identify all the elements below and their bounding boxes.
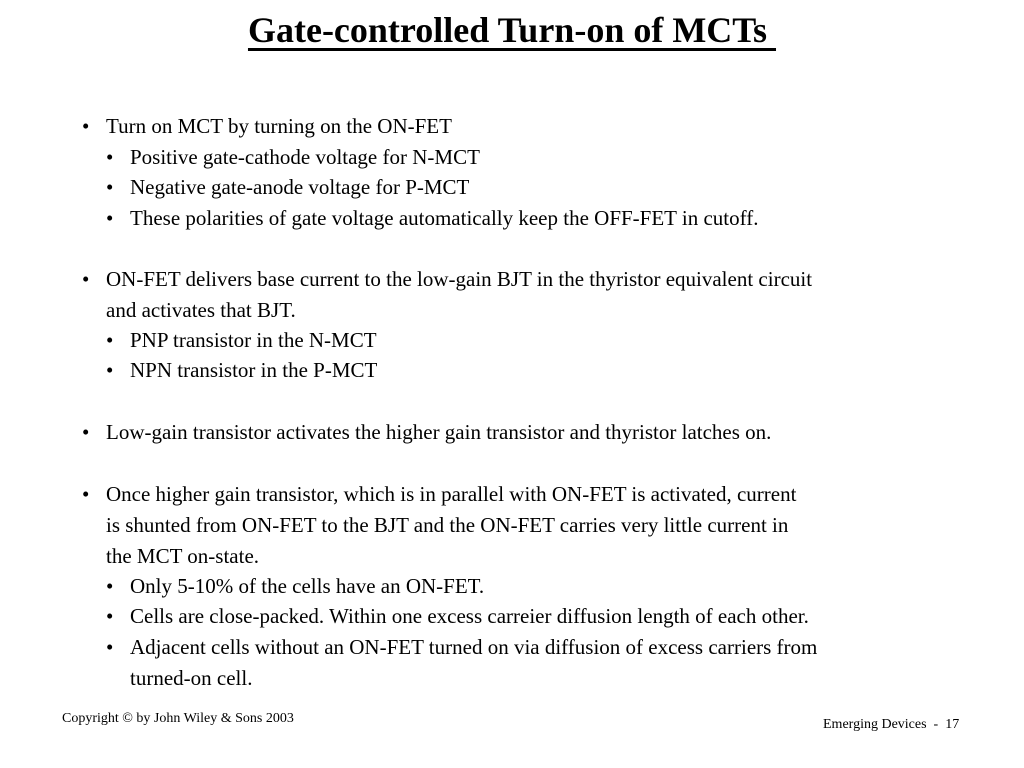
subbullet-npn-transistor (106, 355, 377, 386)
subbullet-adjacent-cells (106, 632, 817, 694)
subbullet-gate-polarities (106, 203, 758, 234)
footer-copyright: Copyright © by John Wiley & Sons 2003 (62, 711, 294, 726)
bullet-dot: • (82, 267, 90, 291)
bullet-dot: • (82, 420, 90, 444)
bullet-text-line-2: turned-on cell. (130, 666, 253, 690)
bullet-low-gain-transistor (82, 417, 771, 448)
bullet-text: Positive gate-cathode voltage for N-MCT (130, 145, 480, 169)
bullet-dot: • (82, 114, 90, 138)
bullet-dot: • (106, 328, 114, 352)
bullet-dot: • (106, 145, 114, 169)
bullet-text-line-1: Adjacent cells without an ON-FET turned on via diffusion of excess carriers from (130, 635, 818, 659)
bullet-text: Turn on MCT by turning on the ON-FET (106, 114, 452, 138)
bullet-text: Cells are close-packed. Within one excess carreier diffusion length of each other. (130, 604, 809, 628)
bullet-dot: • (106, 358, 114, 382)
bullet-dot: • (106, 574, 114, 598)
bullet-dot: • (106, 604, 114, 628)
bullet-turn-on-mct (82, 111, 452, 142)
subbullet-positive-gate-cathode (106, 142, 480, 173)
bullet-text-line-1: Once higher gain transistor, which is in parallel with ON-FET is activated, current (106, 482, 797, 506)
slide-title-text: Gate-controlled Turn-on of MCTs (247, 10, 777, 50)
slide-title (0, 6, 1024, 54)
subbullet-negative-gate-anode (106, 172, 469, 203)
subbullet-close-packed-cells (106, 601, 809, 632)
bullet-text-line-3: the MCT on-state. (106, 544, 260, 568)
bullet-dot: • (106, 206, 114, 230)
bullet-text: Only 5-10% of the cells have an ON-FET. (130, 574, 485, 598)
bullet-higher-gain-transistor (82, 479, 796, 572)
bullet-text-line-2: and activates that BJT. (106, 298, 296, 322)
bullet-text: Low-gain transistor activates the higher gain transistor and thyristor latches on. (106, 420, 772, 444)
subbullet-only-some-cells (106, 571, 484, 602)
bullet-text: Negative gate-anode voltage for P-MCT (130, 175, 470, 199)
bullet-on-fet-base-current (82, 264, 812, 326)
bullet-text-line-1: ON-FET delivers base current to the low-gain BJT in the thyristor equivalent circuit (106, 267, 813, 291)
bullet-text: These polarities of gate voltage automatically keep the OFF-FET in cutoff. (130, 206, 759, 230)
footer-page-number: Emerging Devices - 17 (823, 717, 960, 732)
bullet-dot: • (106, 635, 114, 659)
bullet-text-line-2: is shunted from ON-FET to the BJT and the ON-FET carries very little current in (106, 513, 789, 537)
subbullet-pnp-transistor (106, 325, 377, 356)
bullet-dot: • (106, 175, 114, 199)
bullet-text: NPN transistor in the P-MCT (130, 358, 378, 382)
bullet-dot: • (82, 482, 90, 506)
bullet-text: PNP transistor in the N-MCT (130, 328, 377, 352)
